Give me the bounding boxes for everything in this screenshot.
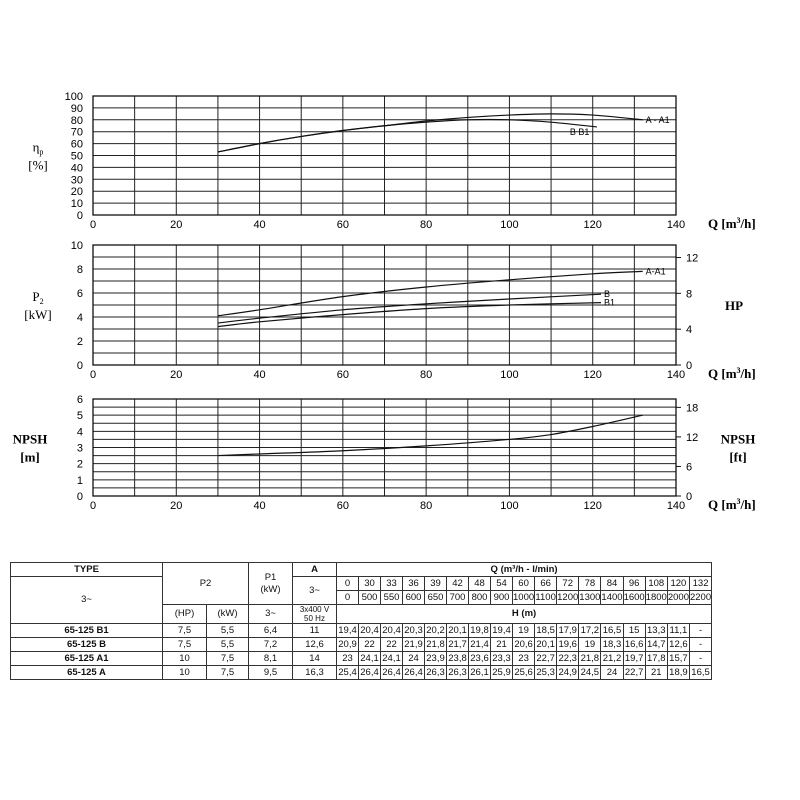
cell-h-6: 19,8 (470, 624, 489, 636)
cell-h-0: 23 (337, 652, 359, 666)
q-m3h-16: 132 (689, 577, 711, 591)
q-m3h-11: 78 (579, 577, 601, 591)
cell-h-2: 22 (381, 638, 403, 652)
cell-h-11: 19 (579, 638, 601, 652)
y-tick-label: 70 (70, 126, 83, 139)
y2-tick-label: 12 (686, 431, 699, 444)
cell-h-4: 21,8 (426, 638, 445, 650)
y-tick-label: 6 (76, 288, 83, 300)
cell-h-11: 24,5 (580, 666, 600, 678)
cell-h-14: 17,8 (647, 652, 666, 664)
cell-h-3: 20,3 (404, 624, 423, 636)
p1-header: P1 (kW) (249, 563, 293, 605)
cell-h-4: 20,2 (426, 624, 445, 636)
y-tick-label: 5 (76, 410, 83, 423)
x-tick-label: 0 (89, 369, 97, 381)
p1-phase: 3~ (249, 605, 293, 624)
q-header: Q (m³/h - l/min) (337, 563, 712, 577)
y-axis-unit: [m] (20, 449, 40, 465)
cell-h-14: 13,3 (647, 624, 666, 636)
q-lmin-10: 1200 (557, 591, 579, 603)
q-m3h-15: 120 (667, 577, 689, 591)
cell-h-13: 22,7 (624, 666, 644, 678)
cell-h-2: 24,1 (382, 652, 401, 664)
x-tick-label: 60 (336, 219, 349, 231)
cell-a: 12,6 (293, 638, 337, 652)
cell-h-5: 21,7 (448, 638, 467, 650)
series-line-a-a1 (218, 271, 643, 315)
cell-h-10: 19,6 (558, 638, 577, 650)
cell-h-3: 26,4 (404, 666, 423, 678)
cell-h-3: 21,9 (404, 638, 423, 650)
series-line-bb1 (218, 120, 597, 152)
x-tick-label: 120 (583, 369, 602, 381)
table-body (11, 624, 712, 680)
series-line-npsh (218, 415, 643, 455)
cell-h-15: 18,9 (669, 666, 688, 678)
cell-h-16: 16,5 (691, 666, 710, 678)
cell-h-1: 26,4 (360, 666, 379, 678)
x-axis-label: Q $[m^3/h]$ (708, 216, 756, 231)
cell-h-8: 20,6 (514, 638, 533, 650)
y-tick-label: 20 (70, 186, 83, 199)
cell-h-16: - (689, 638, 711, 652)
q-m3h-14: 108 (645, 577, 667, 591)
y-tick-label: 50 (70, 150, 83, 163)
y-tick-label: 0 (76, 210, 83, 222)
a-phase: 3~ (293, 577, 337, 605)
x-tick-label: 100 (500, 219, 519, 231)
x-tick-label: 60 (336, 500, 349, 512)
x-tick-label: 140 (666, 219, 686, 231)
cell-h-9: 25,3 (536, 666, 555, 678)
q-lmin-16: 2200 (689, 591, 712, 603)
type-phase: 3~ (11, 577, 163, 624)
y2-tick-label: 4 (686, 324, 693, 337)
table-row (11, 624, 712, 638)
cell-hp: 7,5 (163, 624, 207, 638)
x-tick-label: 100 (500, 500, 519, 512)
cell-h-12: 24 (601, 666, 623, 680)
cell-h-12: 21,2 (602, 652, 622, 664)
y-tick-label: 8 (76, 264, 83, 276)
cell-h-14: 14,7 (647, 638, 666, 650)
cell-p1: 9,5 (249, 666, 293, 680)
table-row (11, 666, 712, 680)
x-tick-label: 40 (253, 219, 266, 231)
cell-h-5: 26,3 (448, 666, 467, 678)
y-tick-label: 0 (76, 491, 83, 503)
y-tick-label: 4 (76, 312, 83, 324)
cell-h-1: 24,1 (360, 652, 379, 664)
cell-type: 65-125 B (11, 638, 163, 652)
q-lmin-1: 500 (359, 591, 381, 605)
y-tick-label: 4 (76, 426, 83, 439)
q-lmin-13: 1600 (623, 591, 645, 603)
y2-tick-label: 6 (686, 461, 693, 474)
q-lmin-15: 2000 (667, 591, 689, 603)
q-lmin-5: 700 (447, 591, 469, 605)
cell-h-6: 21,4 (470, 638, 489, 650)
cell-h-6: 23,6 (470, 652, 489, 664)
y-tick-label: 1 (76, 474, 83, 487)
cell-h-9: 18,5 (536, 624, 555, 636)
q-lmin-7: 900 (491, 591, 513, 605)
cell-p1: 6,4 (249, 624, 293, 638)
cell-h-15: 12,6 (669, 638, 688, 650)
x-tick-label: 80 (420, 219, 433, 231)
cell-h-4: 26,3 (426, 666, 445, 678)
q-m3h-9: 66 (535, 577, 557, 591)
x-tick-label: 20 (170, 369, 183, 381)
performance-table (10, 562, 712, 680)
q-m3h-1: 30 (359, 577, 381, 591)
x-tick-label: 120 (583, 500, 602, 512)
y-axis-unit: [%] (28, 157, 48, 173)
cell-h-1: 20,4 (360, 624, 379, 636)
cell-h-0: 20,9 (338, 638, 357, 650)
y-axis-label: NPSH (12, 431, 48, 447)
cell-h-15: 11,1 (667, 624, 689, 638)
x-tick-label: 140 (666, 369, 686, 381)
y2-axis-label: NPSH (720, 431, 756, 447)
q-lmin-11: 1300 (579, 591, 601, 603)
p2-header: P2 (163, 563, 249, 605)
cell-h-16: - (689, 624, 711, 638)
x-tick-label: 20 (170, 219, 183, 231)
x-tick-label: 80 (420, 500, 433, 512)
q-lmin-4: 650 (425, 591, 447, 605)
cell-h-10: 24,9 (558, 666, 577, 678)
cell-p1: 8,1 (249, 652, 293, 666)
table-row (11, 652, 712, 666)
cell-h-5: 23,8 (448, 652, 467, 664)
x-axis-label: Q $[m^3/h]$ (708, 366, 756, 381)
y-tick-label: 90 (70, 102, 83, 115)
cell-h-15: 15,7 (669, 652, 688, 664)
y-tick-label: 80 (70, 114, 83, 127)
cell-h-7: 23,3 (492, 652, 511, 664)
cell-h-13: 19,7 (624, 652, 644, 664)
series-label: A - A1 (645, 114, 670, 125)
cell-type: 65-125 A (11, 666, 163, 680)
q-lmin-6: 800 (469, 591, 491, 605)
cell-h-9: 20,1 (536, 638, 555, 650)
cell-h-13: 15 (623, 624, 645, 638)
y-tick-label: 60 (70, 138, 83, 151)
y-tick-label: 6 (76, 394, 83, 406)
cell-type: 65-125 B1 (11, 624, 163, 638)
y2-tick-label: 0 (686, 360, 693, 372)
q-lmin-0: 0 (337, 591, 359, 605)
y-tick-label: 2 (76, 336, 83, 348)
chart-npsh (13, 394, 756, 512)
x-tick-label: 140 (666, 500, 686, 512)
x-tick-label: 40 (253, 500, 266, 512)
y-axis-label: $\eta_p$ (32, 139, 44, 157)
cell-type: 65-125 A1 (11, 652, 163, 666)
series-label: B (604, 289, 611, 300)
cell-h-0: 19,4 (338, 624, 357, 636)
h-header: H (m) (337, 605, 712, 624)
cell-h-14: 21 (645, 666, 667, 680)
x-tick-label: 20 (170, 500, 183, 512)
series-label: B B1 (569, 126, 590, 137)
x-tick-label: 0 (89, 219, 97, 231)
cell-hp: 7,5 (163, 638, 207, 652)
y-axis-unit: [kW] (24, 307, 52, 322)
series-label: B1 (604, 297, 616, 308)
cell-h-16: - (689, 652, 711, 666)
cell-h-6: 26,1 (470, 666, 489, 678)
cell-h-1: 22 (359, 638, 381, 652)
q-m3h-5: 42 (447, 577, 469, 591)
q-m3h-10: 72 (557, 577, 579, 591)
x-axis-label: Q $[m^3/h]$ (708, 497, 756, 512)
cell-h-11: 17,2 (580, 624, 600, 636)
x-tick-label: 80 (420, 369, 433, 381)
q-m3h-13: 96 (623, 577, 645, 591)
q-lmin-9: 1100 (535, 591, 556, 603)
y2-axis-unit: [ft] (729, 449, 747, 465)
cell-kw: 5,5 (207, 624, 249, 638)
series-line-b (218, 294, 601, 323)
cell-p1: 7,2 (249, 638, 293, 652)
cell-a: 16,3 (293, 666, 337, 680)
y2-tick-label: 18 (686, 402, 699, 415)
cell-h-0: 25,4 (338, 666, 357, 678)
cell-a: 14 (293, 652, 337, 666)
y-tick-label: 3 (76, 442, 83, 455)
cell-kw: 7,5 (207, 652, 249, 666)
q-lmin-2: 550 (381, 591, 403, 605)
cell-kw: 5,5 (207, 638, 249, 652)
cell-h-2: 26,4 (382, 666, 401, 678)
y-tick-label: 0 (76, 360, 83, 372)
q-m3h-3: 36 (403, 577, 425, 591)
y-tick-label: 30 (70, 174, 83, 187)
x-tick-label: 120 (583, 219, 602, 231)
cell-h-8: 19 (513, 624, 535, 638)
a-voltage: 3x400 V 50 Hz (293, 605, 337, 624)
y-tick-label: 40 (70, 162, 83, 175)
cell-h-7: 21 (491, 638, 513, 652)
cell-hp: 10 (163, 652, 207, 666)
y-axis-label: $P_2$ (32, 289, 44, 306)
cell-a: 11 (293, 624, 337, 638)
y2-tick-label: 8 (686, 288, 693, 301)
cell-h-12: 18,3 (602, 638, 622, 650)
a-header: A (293, 563, 337, 577)
q-m3h-2: 33 (381, 577, 403, 591)
cell-h-8: 23 (513, 652, 535, 666)
type-header: TYPE (11, 563, 163, 577)
cell-hp: 10 (163, 666, 207, 680)
table-row (11, 638, 712, 652)
series-label: A-A1 (645, 266, 666, 277)
cell-h-2: 20,4 (382, 624, 401, 636)
q-lmin-14: 1800 (645, 591, 667, 603)
series-line-b1 (218, 303, 601, 327)
q-m3h-6: 48 (469, 577, 491, 591)
q-m3h-0: 0 (337, 577, 359, 591)
y2-axis-label: HP (724, 298, 744, 313)
q-m3h-7: 54 (491, 577, 513, 591)
cell-h-5: 20,1 (448, 624, 467, 636)
q-lmin-8: 1000 (513, 591, 535, 603)
cell-h-10: 22,3 (558, 652, 577, 664)
x-tick-label: 40 (253, 369, 266, 381)
x-tick-label: 0 (89, 500, 97, 512)
cell-h-11: 21,8 (580, 652, 600, 664)
cell-h-7: 19,4 (492, 624, 511, 636)
y2-tick-label: 0 (686, 491, 693, 503)
x-tick-label: 60 (336, 369, 349, 381)
hp-unit: (HP) (163, 605, 207, 624)
cell-h-13: 16,6 (624, 638, 644, 650)
cell-h-10: 17,9 (558, 624, 577, 636)
q-lmin-12: 1400 (601, 591, 623, 603)
chart-efficiency (28, 91, 755, 231)
q-m3h-12: 84 (601, 577, 623, 591)
q-lmin-3: 600 (403, 591, 425, 605)
cell-h-8: 25,6 (514, 666, 533, 678)
cell-h-4: 23,9 (426, 652, 445, 664)
cell-h-9: 22,7 (536, 652, 555, 664)
q-m3h-4: 39 (425, 577, 447, 591)
cell-h-12: 16,5 (602, 624, 622, 636)
y-tick-label: 10 (70, 198, 83, 211)
kw-unit: (kW) (207, 605, 249, 624)
q-m3h-8: 60 (513, 577, 535, 591)
y-tick-label: 100 (64, 91, 83, 103)
cell-kw: 7,5 (207, 666, 249, 680)
y2-tick-label: 12 (686, 252, 699, 265)
x-tick-label: 100 (500, 369, 519, 381)
cell-h-3: 24 (403, 652, 425, 666)
chart-power (24, 240, 755, 381)
cell-h-7: 25,9 (492, 666, 511, 678)
y-tick-label: 2 (76, 458, 83, 471)
y-tick-label: 10 (70, 240, 83, 252)
